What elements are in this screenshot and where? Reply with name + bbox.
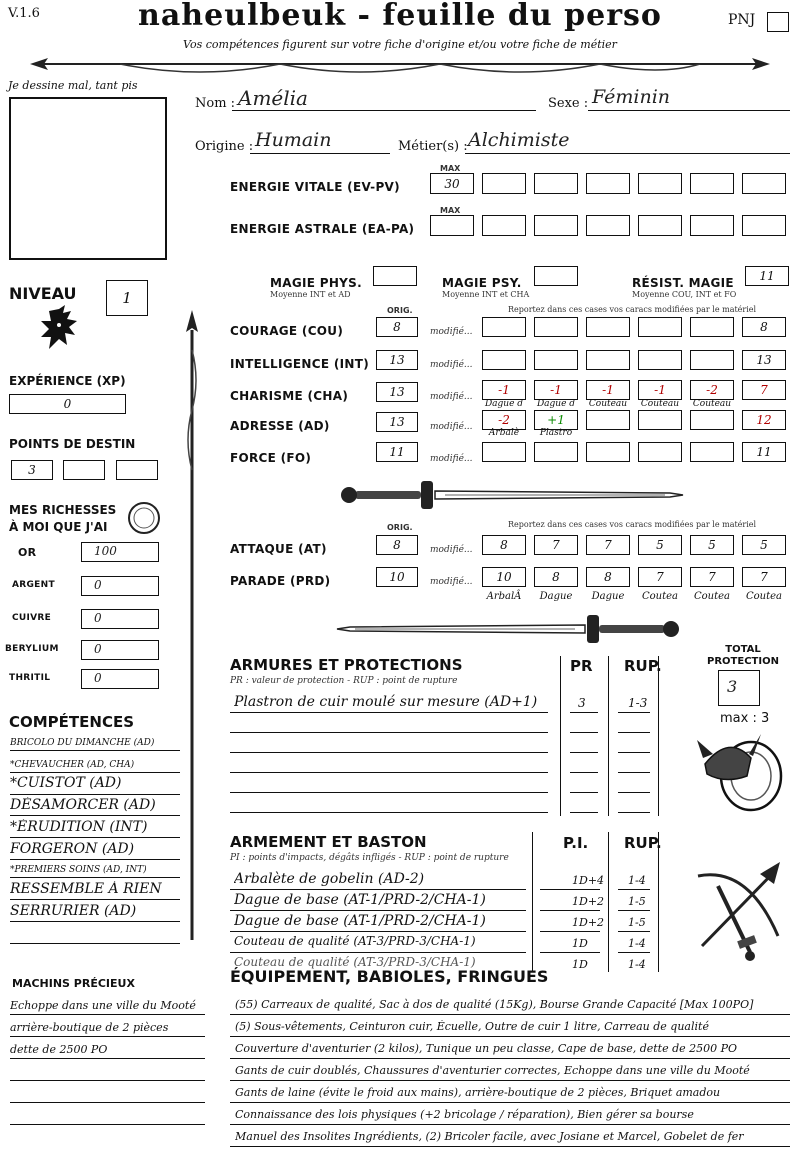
- pnj-label: PNJ: [728, 12, 756, 28]
- berylium-label: BERYLIUM: [5, 644, 59, 654]
- thritil-box[interactable]: 0: [81, 669, 159, 689]
- stat-final-box[interactable]: 7: [742, 380, 786, 400]
- stat-orig-box[interactable]: 11: [376, 442, 418, 462]
- modif-label: modifié...: [430, 454, 473, 464]
- niveau-label: NIVEAU: [9, 284, 77, 303]
- equipment-title: ÉQUIPEMENT, BABIOLES, FRINGUES: [230, 967, 549, 986]
- weapons-title: ARMEMENT ET BASTON: [230, 833, 427, 851]
- stat-orig-box[interactable]: 13: [376, 382, 418, 402]
- argent-label: ARGENT: [12, 580, 55, 590]
- argent-box[interactable]: 0: [81, 576, 159, 596]
- page-subtitle: Vos compétences figurent sur votre fiche d'origine et/ou votre fiche de métier: [183, 38, 617, 51]
- stat-mod-source: Couteau: [640, 399, 680, 409]
- armor-rup[interactable]: 1-3: [628, 696, 648, 710]
- machins-precieux-label: MACHINS PRÉCIEUX: [12, 977, 135, 990]
- stat-mod-source: Dague d: [484, 399, 524, 409]
- stat-mod-box[interactable]: -1: [586, 380, 630, 400]
- xp-label: EXPÉRIENCE (XP): [9, 374, 126, 388]
- armor-col-pr: PR: [570, 657, 593, 675]
- stat-final-box[interactable]: 13: [742, 350, 786, 370]
- coin-icon: [126, 500, 162, 536]
- weapon-name[interactable]: Arbalète de gobelin (AD-2): [234, 871, 425, 887]
- ev-max-label: MAX: [440, 164, 461, 173]
- sexe-label: Sexe :: [548, 96, 589, 111]
- stat-mod-box[interactable]: [482, 317, 526, 337]
- stat-mod-box[interactable]: +1: [534, 410, 578, 430]
- skill-item[interactable]: BRICOLO DU DIMANCHE (AD): [10, 738, 155, 748]
- skill-item[interactable]: FORGERON (AD): [10, 841, 135, 857]
- or-box[interactable]: 100: [81, 542, 159, 562]
- weapon-rup[interactable]: 1-4: [628, 958, 646, 971]
- armor-title: ARMURES ET PROTECTIONS: [230, 656, 463, 674]
- resist-magie-box[interactable]: 11: [745, 266, 789, 286]
- attaque-mod-box[interactable]: 7: [534, 535, 578, 555]
- destin-label: POINTS DE DESTIN: [9, 437, 136, 451]
- ev-max-box[interactable]: 30: [430, 173, 474, 194]
- destin-box[interactable]: [116, 460, 158, 480]
- ea-max-box[interactable]: [430, 215, 474, 236]
- skill-item[interactable]: *PREMIERS SOINS (AD, INT): [10, 865, 147, 875]
- stat-mod-box[interactable]: -2: [690, 380, 734, 400]
- competences-label: COMPÉTENCES: [9, 713, 135, 731]
- stat-label: ADRESSE (AD): [230, 419, 330, 433]
- stat-mod-box[interactable]: [638, 317, 682, 337]
- stat-mod-source: Couteau: [692, 399, 732, 409]
- stat-label: FORCE (FO): [230, 451, 312, 465]
- stat-mod-box[interactable]: [690, 350, 734, 370]
- magie-psy-note: Moyenne INT et CHA: [442, 290, 530, 299]
- stat-mod-box[interactable]: [586, 442, 630, 462]
- parade-mod-box[interactable]: 10: [482, 567, 526, 587]
- parade-label: PARADE (PRD): [230, 574, 331, 588]
- combat-mod-source: Coutea: [693, 591, 730, 602]
- stat-mod-source: Dague d: [536, 399, 576, 409]
- combat-orig-label: ORIG.: [387, 523, 413, 532]
- combat-mod-source: ArbalÂ: [486, 591, 522, 602]
- max-protection: max : 3: [720, 711, 770, 726]
- thritil-label: THRITIL: [9, 673, 51, 683]
- ev-box[interactable]: [482, 173, 526, 194]
- attaque-orig-box[interactable]: 8: [376, 535, 418, 555]
- stat-mod-box[interactable]: [586, 317, 630, 337]
- weapon-name[interactable]: Dague de base (AT-1/PRD-2/CHA-1): [234, 913, 486, 929]
- or-label: OR: [18, 546, 37, 559]
- resist-magie-note: Moyenne COU, INT et FO: [632, 290, 737, 299]
- attaque-mod-box[interactable]: 5: [742, 535, 786, 555]
- ea-box[interactable]: [534, 215, 578, 236]
- stat-final-box[interactable]: 11: [742, 442, 786, 462]
- metier-label: Métier(s) :: [398, 139, 468, 154]
- ev-box[interactable]: [638, 173, 682, 194]
- skill-item[interactable]: *CHEVAUCHER (AD, CHA): [10, 760, 135, 770]
- stat-mod-box[interactable]: [690, 410, 734, 430]
- stat-mod-box[interactable]: [690, 442, 734, 462]
- wealth-label: MES RICHESSES À MOI QUE J'AI: [9, 503, 117, 534]
- stat-label: COURAGE (COU): [230, 324, 344, 338]
- weapons-note: PI : points d'impacts, dégâts infligés - RUP : point de rupture: [230, 853, 509, 863]
- precious-item[interactable]: dette de 2500 PO: [10, 1043, 108, 1056]
- berylium-box[interactable]: 0: [81, 640, 159, 660]
- skill-item[interactable]: DÉSAMORCER (AD): [10, 797, 156, 813]
- spear-icon: [180, 310, 204, 950]
- parade-orig-box[interactable]: 10: [376, 567, 418, 587]
- parade-mod-box[interactable]: 8: [586, 567, 630, 587]
- destin-box[interactable]: [63, 460, 105, 480]
- weapon-pi[interactable]: 1D+2: [572, 916, 605, 929]
- stat-mod-box[interactable]: [586, 350, 630, 370]
- weapon-rup[interactable]: 1-5: [628, 895, 646, 908]
- equipment-line[interactable]: (55) Carreaux de qualité, Sac à dos de qualité (15Kg), Bourse Grande Capacité [Max 100PO]: [235, 998, 754, 1011]
- precious-item[interactable]: Echoppe dans une ville du Mooté: [10, 999, 196, 1012]
- stats-orig-label: ORIG.: [387, 306, 413, 315]
- modif-label: modifié...: [430, 422, 473, 432]
- stat-final-box[interactable]: 8: [742, 317, 786, 337]
- parade-mod-box[interactable]: 7: [690, 567, 734, 587]
- stat-mod-box[interactable]: [534, 442, 578, 462]
- weapons-col-rup: RUP.: [624, 834, 662, 852]
- modif-label: modifié...: [430, 577, 473, 587]
- stat-mod-source: Couteau: [588, 399, 628, 409]
- magie-phys-label: MAGIE PHYS.: [270, 276, 362, 290]
- header-spear-icon: [0, 52, 800, 82]
- stat-orig-box[interactable]: 8: [376, 317, 418, 337]
- stat-mod-box[interactable]: -1: [638, 380, 682, 400]
- ea-box[interactable]: [586, 215, 630, 236]
- ea-box[interactable]: [482, 215, 526, 236]
- origine-value[interactable]: Humain: [255, 129, 332, 151]
- stat-mod-box[interactable]: -1: [482, 380, 526, 400]
- stat-mod-box[interactable]: [690, 317, 734, 337]
- crossed-weapons-icon: [688, 856, 788, 966]
- metier-value[interactable]: Alchimiste: [468, 129, 570, 151]
- attaque-label: ATTAQUE (AT): [230, 542, 327, 556]
- ea-max-label: MAX: [440, 206, 461, 215]
- pnj-checkbox[interactable]: [767, 12, 789, 32]
- weapon-name[interactable]: Couteau de qualité (AT-3/PRD-3/CHA-1): [234, 955, 476, 969]
- stat-mod-box[interactable]: [638, 350, 682, 370]
- modif-label: modifié...: [430, 360, 473, 370]
- stat-final-box[interactable]: 12: [742, 410, 786, 430]
- precious-item[interactable]: arrière-boutique de 2 pièces: [10, 1021, 169, 1034]
- combat-mod-source: Coutea: [745, 591, 782, 602]
- total-protection-box[interactable]: 3: [718, 670, 760, 706]
- dragon-icon: [35, 303, 85, 359]
- armor-col-rup: RUP.: [624, 657, 662, 675]
- combat-mod-source: Coutea: [641, 591, 678, 602]
- attaque-mod-box[interactable]: 5: [690, 535, 734, 555]
- modif-label: modifié...: [430, 392, 473, 402]
- modif-label: modifié...: [430, 327, 473, 337]
- ea-box[interactable]: [638, 215, 682, 236]
- magie-psy-box[interactable]: [534, 266, 578, 286]
- combat-mod-source: Dague: [591, 591, 625, 602]
- magie-psy-label: MAGIE PSY.: [442, 276, 522, 290]
- weapon-rup[interactable]: 1-5: [628, 916, 646, 929]
- weapon-pi[interactable]: 1D+2: [572, 895, 605, 908]
- version-label: V.1.6: [8, 6, 40, 21]
- weapon-name[interactable]: Couteau de qualité (AT-3/PRD-3/CHA-1): [234, 934, 476, 948]
- parade-mod-box[interactable]: 7: [742, 567, 786, 587]
- ea-box[interactable]: [690, 215, 734, 236]
- skill-item[interactable]: RESSEMBLE À RIEN: [10, 881, 162, 897]
- stat-mod-box[interactable]: -1: [534, 380, 578, 400]
- parade-mod-box[interactable]: 8: [534, 567, 578, 587]
- weapon-rup[interactable]: 1-4: [628, 937, 646, 950]
- ev-box[interactable]: [586, 173, 630, 194]
- stat-mod-box[interactable]: [638, 410, 682, 430]
- armor-note: PR : valeur de protection - RUP : point de rupture: [230, 676, 458, 686]
- portrait-caption: Je dessine mal, tant pis: [8, 79, 138, 92]
- magie-phys-note: Moyenne INT et AD: [270, 290, 351, 299]
- stat-mod-box[interactable]: -2: [482, 410, 526, 430]
- attaque-mod-box[interactable]: 7: [586, 535, 630, 555]
- parade-mod-box[interactable]: 7: [638, 567, 682, 587]
- modif-label: modifié...: [430, 545, 473, 555]
- weapon-rup[interactable]: 1-4: [628, 874, 646, 887]
- sexe-value[interactable]: Féminin: [592, 86, 671, 108]
- skill-item[interactable]: SERRURIER (AD): [10, 903, 137, 919]
- equipment-line[interactable]: (5) Sous-vêtements, Ceinturon cuir, Écuelle, Outre de cuir 1 litre, Carreau de qualité: [235, 1020, 709, 1033]
- weapon-pi[interactable]: 1D: [572, 937, 588, 950]
- stat-mod-source: Plastro: [539, 428, 573, 438]
- stat-mod-box[interactable]: [534, 317, 578, 337]
- equipment-line[interactable]: Couverture d'aventurier (2 kilos), Tunique un peu classe, Cape de base, dette de 2500 PO: [235, 1042, 738, 1055]
- sword-icon: [335, 478, 685, 512]
- ea-label: ENERGIE ASTRALE (EA-PA): [230, 222, 415, 236]
- combat-note: Reportez dans ces cases vos caracs modifiées par le matériel: [508, 520, 757, 529]
- armor-name[interactable]: Plastron de cuir moulé sur mesure (AD+1): [234, 694, 538, 710]
- ea-box[interactable]: [742, 215, 786, 236]
- stat-mod-box[interactable]: [638, 442, 682, 462]
- equipment-line[interactable]: Manuel des Insolites Ingrédients, (2) Bricoler facile, avec Josiane et Marcel, Gobelet de fer: [235, 1130, 744, 1143]
- stat-mod-box[interactable]: [586, 410, 630, 430]
- page-title: naheulbeuk - feuille du perso: [138, 0, 662, 33]
- xp-box[interactable]: 0: [9, 394, 126, 414]
- skill-item[interactable]: *CUISTOT (AD): [10, 775, 122, 791]
- attaque-mod-box[interactable]: 5: [638, 535, 682, 555]
- skill-item[interactable]: *ÉRUDITION (INT): [10, 819, 148, 835]
- resist-magie-label: RÉSIST. MAGIE: [632, 276, 734, 290]
- weapons-col-pi: P.I.: [563, 834, 589, 852]
- stat-mod-source: Arbalè: [488, 428, 520, 438]
- ev-box[interactable]: [534, 173, 578, 194]
- stat-orig-box[interactable]: 13: [376, 350, 418, 370]
- ev-box[interactable]: [742, 173, 786, 194]
- ev-box[interactable]: [690, 173, 734, 194]
- stat-mod-box[interactable]: [482, 350, 526, 370]
- stat-mod-box[interactable]: [482, 442, 526, 462]
- niveau-box[interactable]: 1: [106, 280, 148, 316]
- equipment-line[interactable]: Connaissance des lois physiques (+2 bricolage / réparation), Bien gérer sa bourse: [235, 1108, 694, 1121]
- stats-note: Reportez dans ces cases vos caracs modifiées par le matériel: [508, 305, 757, 314]
- armor-pr[interactable]: 3: [578, 696, 586, 710]
- equipment-line[interactable]: Gants de laine (évite le froid aux mains), arrière-boutique de 2 pièces, Briquet amadou: [235, 1086, 721, 1099]
- cuivre-label: CUIVRE: [12, 613, 52, 623]
- cuivre-box[interactable]: 0: [81, 609, 159, 629]
- weapon-pi[interactable]: 1D+4: [572, 874, 605, 887]
- sword-icon: [335, 612, 685, 646]
- weapon-pi[interactable]: 1D: [572, 958, 588, 971]
- weapon-name[interactable]: Dague de base (AT-1/PRD-2/CHA-1): [234, 892, 486, 908]
- stat-mod-box[interactable]: [534, 350, 578, 370]
- total-protection-label: TOTAL PROTECTION: [707, 644, 779, 667]
- destin-box[interactable]: 3: [11, 460, 53, 480]
- stat-label: CHARISME (CHA): [230, 389, 349, 403]
- equipment-line[interactable]: Gants de cuir doublés, Chaussures d'aventurier correctes, Echoppe dans une ville du Mooté: [235, 1064, 750, 1077]
- helmet-shield-icon: [695, 726, 787, 816]
- combat-mod-source: Dague: [539, 591, 573, 602]
- stat-label: INTELLIGENCE (INT): [230, 357, 369, 371]
- nom-label: Nom :: [195, 96, 236, 111]
- portrait-box[interactable]: [9, 97, 167, 260]
- attaque-mod-box[interactable]: 8: [482, 535, 526, 555]
- nom-value[interactable]: Amélia: [238, 86, 308, 110]
- origine-label: Origine :: [195, 139, 254, 154]
- magie-phys-box[interactable]: [373, 266, 417, 286]
- ev-label: ENERGIE VITALE (EV-PV): [230, 180, 400, 194]
- stat-orig-box[interactable]: 13: [376, 412, 418, 432]
